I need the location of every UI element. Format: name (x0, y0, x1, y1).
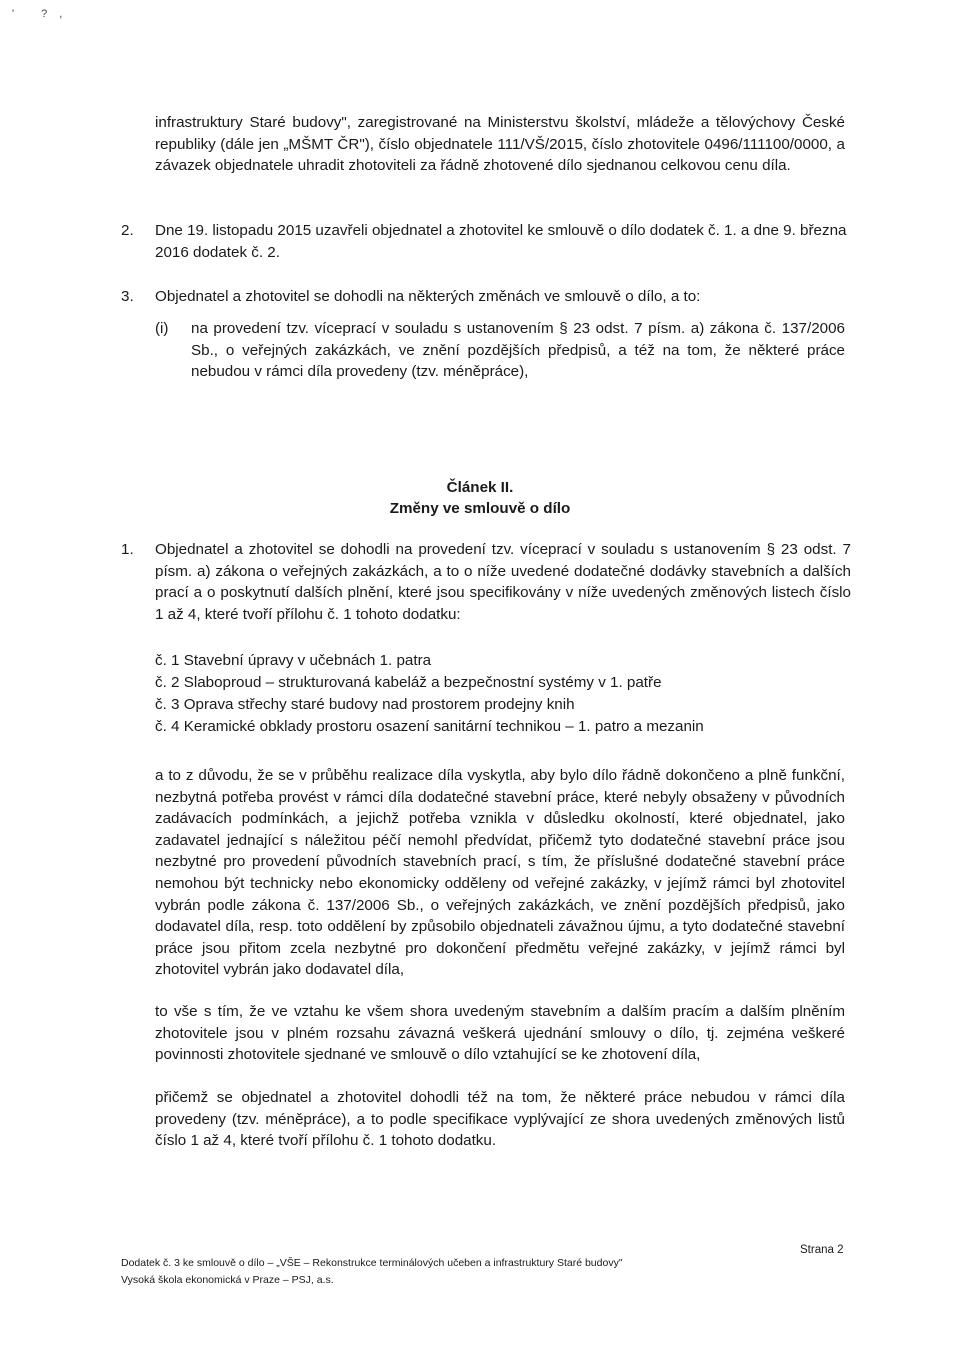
justification-paragraph: a to z důvodu, že se v průběhu realizace díla vyskytla, aby bylo dílo řádně dokončeno a plně funkční, nezbytná potřeba provést v rámci díla dodatečné stavební práce, které nebyly obsaženy v původních zadávacích podmínkách, a jejichž potřeba vznikla v důsledku okolností, které objednatel, jako zadavatel jednající s náležitou péčí nemohl předvídat, přičemž tyto dodatečné stavební práce jsou nezbytné pro provedení původních stavebních prací, s tím, že příslušné dodatečné stavební práce nemohou být technicky nebo ekonomicky odděleny od veřejné zakázky, v jejímž rámci byl zhotovitel vybrán podle zákona č. 137/2006 Sb., o veřejných zakázkách, ve znění pozdějších předpisů, jako dodavatel díla, resp. toto oddělení by způsobilo objednateli závažnou újmu, a tyto dodatečné stavební práce jsou přitom zcela nezbytné pro dokončení předmětu veřejné zakázky, v jejímž rámci byl zhotovitel vybrán jako dodavatel díla, (155, 767, 845, 979)
footer (121, 1255, 623, 1289)
less-work-paragraph: přičemž se objednatel a zhotovitel dohodli též na tom, že některé práce nebudou v rámci díla provedeny (tzv. méněpráce), a to podle specifikace vyplývající ze shora uvedených změnových listů číslo 1 až 4, které tvoří přílohu č. 1 tohoto dodatku. (155, 1089, 845, 1150)
sub-item-i-text: na provedení tzv. víceprací v souladu s ustanovením § 23 odst. 7 písm. a) zákona č. 137/2006 Sb., o veřejných zakázkách, ve znění pozdějších předpisů, a též na tom, že některé práce nebudou v rámci díla provedeny (tzv. méněpráce), (191, 320, 845, 381)
item-2-text: Dne 19. listopadu 2015 uzavřeli objednatel a zhotovitel ke smlouvě o dílo dodatek č. 1. a dne 9. března 2016 dodatek č. 2. (155, 222, 847, 261)
item-2 (121, 220, 851, 261)
list-item: č. 3 Oprava střechy staré budovy nad prostorem prodejny knih (155, 696, 575, 713)
page-number: Strana 2 (800, 1244, 844, 1256)
item-3 (121, 286, 851, 308)
footer-line-1: Dodatek č. 3 ke smlouvě o dílo – „VŠE – Rekonstrukce terminálových učeben a infrastruktury Staré budovy" (121, 1257, 623, 1269)
footer-line-2: Vysoká škola ekonomická v Praze – PSJ, a.s. (121, 1274, 334, 1286)
obligations-paragraph: to vše s tím, že ve vztahu ke všem shora uvedeným stavebním a dalším pracím a dalším plněním zhotovitele jsou v plném rozsahu závazná veškerá ujednání smlouvy o dílo, tj. zejména veškeré povinnosti zhotovitele sjednané ve smlouvě o dílo vztahující se ke zhotovení díla, (155, 1003, 845, 1064)
change-list (155, 650, 845, 738)
intro-paragraph: infrastruktury Staré budovy", zaregistrované na Ministerstvu školství, mládeže a tělovýchovy České republiky (dále jen „MŠMT ČR"), číslo objednatele 111/VŠ/2015, číslo zhotovitele 0496/111100/0000, a závazek objednatele uhradit zhotoviteli za řádně zhotovené dílo sjednanou celkovou cenu díla. (155, 114, 845, 175)
list-item: č. 1 Stavební úpravy v učebnách 1. patra (155, 652, 432, 669)
list-item: č. 4 Keramické obklady prostoru osazení sanitární technikou – 1. patro a mezanin (155, 718, 704, 735)
section-1-text: Objednatel a zhotovitel se dohodli na provedení tzv. víceprací v souladu s ustanovením § 23 odst. 7 písm. a) zákona o veřejných zakázkách, a to o níže uvedené dodatečné dodávky stavebních a dalších prací a o poskytnutí dalších plnění, které jsou specifikovány v níže uvedených změnových listech číslo 1 až 4, které tvoří přílohu č. 1 tohoto dodatku: (155, 541, 851, 623)
item-3-number: 3. (121, 288, 134, 305)
article-heading: Článek II. (446, 479, 514, 496)
item-3-text: Objednatel a zhotovitel se dohodli na některých změnách ve smlouvě o dílo, a to: (155, 288, 701, 305)
article-subheading: Změny ve smlouvě o dílo (389, 500, 571, 517)
list-item: č. 2 Slaboproud – strukturovaná kabeláž a bezpečnostní systémy v 1. patře (155, 674, 662, 691)
sub-item-i-label: (i) (155, 320, 169, 337)
scan-marks: ' ?, (12, 8, 75, 20)
section-1-number: 1. (121, 541, 134, 558)
item-2-number: 2. (121, 222, 134, 239)
